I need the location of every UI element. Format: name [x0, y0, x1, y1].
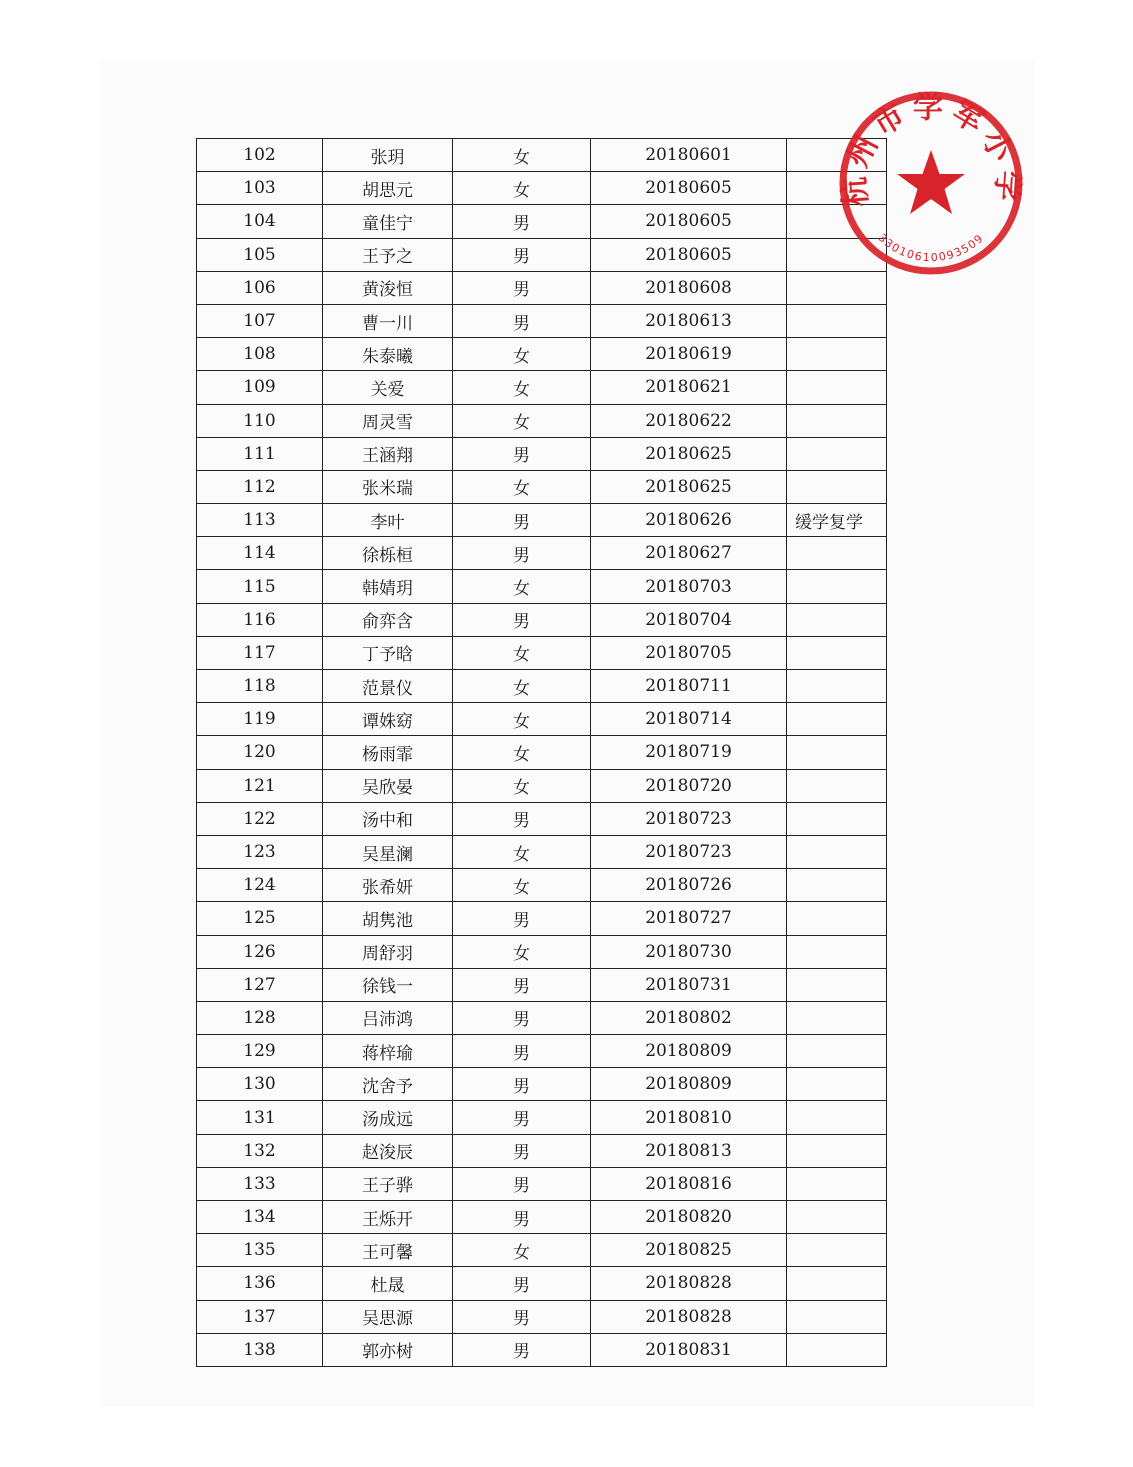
table-row	[197, 968, 887, 1001]
student-roster-table	[196, 138, 887, 1367]
student-id-cell: 20180622	[591, 404, 787, 437]
gender-cell: 女	[453, 404, 591, 437]
name-cell: 吴思源	[323, 1300, 453, 1333]
row-number-cell: 109	[197, 371, 323, 404]
remark-cell	[787, 470, 887, 503]
row-number-cell: 113	[197, 504, 323, 537]
remark-cell: 缓学复学	[787, 504, 887, 537]
gender-cell: 男	[453, 238, 591, 271]
remark-cell	[787, 1101, 887, 1134]
row-number-cell: 128	[197, 1001, 323, 1034]
student-id-cell: 20180605	[591, 205, 787, 238]
name-cell: 韩婧玥	[323, 570, 453, 603]
row-number-cell: 107	[197, 304, 323, 337]
gender-cell: 男	[453, 1001, 591, 1034]
gender-cell: 女	[453, 869, 591, 902]
row-number-cell: 117	[197, 636, 323, 669]
name-cell: 徐钱一	[323, 968, 453, 1001]
remark-cell	[787, 338, 887, 371]
gender-cell: 女	[453, 570, 591, 603]
remark-cell	[787, 304, 887, 337]
row-number-cell: 120	[197, 736, 323, 769]
remark-cell	[787, 603, 887, 636]
gender-cell: 女	[453, 935, 591, 968]
remark-cell	[787, 670, 887, 703]
gender-cell: 女	[453, 1234, 591, 1267]
name-cell: 沈舍予	[323, 1068, 453, 1101]
name-cell: 王可馨	[323, 1234, 453, 1267]
remark-cell	[787, 802, 887, 835]
student-id-cell: 20180714	[591, 703, 787, 736]
table-row	[197, 271, 887, 304]
name-cell: 吴星澜	[323, 835, 453, 868]
name-cell: 王子骅	[323, 1167, 453, 1200]
table-row	[197, 935, 887, 968]
gender-cell: 女	[453, 470, 591, 503]
row-number-cell: 133	[197, 1167, 323, 1200]
student-id-cell: 20180621	[591, 371, 787, 404]
table-row	[197, 172, 887, 205]
gender-cell: 男	[453, 1134, 591, 1167]
row-number-cell: 103	[197, 172, 323, 205]
row-number-cell: 124	[197, 869, 323, 902]
student-id-cell: 20180813	[591, 1134, 787, 1167]
table-row	[197, 1333, 887, 1366]
student-id-cell: 20180816	[591, 1167, 787, 1200]
row-number-cell: 115	[197, 570, 323, 603]
remark-cell	[787, 902, 887, 935]
student-id-cell: 20180723	[591, 835, 787, 868]
row-number-cell: 135	[197, 1234, 323, 1267]
student-id-cell: 20180619	[591, 338, 787, 371]
table-row	[197, 670, 887, 703]
remark-cell	[787, 404, 887, 437]
student-id-cell: 20180726	[591, 869, 787, 902]
student-id-cell: 20180820	[591, 1201, 787, 1234]
gender-cell: 男	[453, 504, 591, 537]
gender-cell: 女	[453, 172, 591, 205]
table-row	[197, 802, 887, 835]
row-number-cell: 137	[197, 1300, 323, 1333]
remark-cell	[787, 869, 887, 902]
remark-cell	[787, 1001, 887, 1034]
row-number-cell: 132	[197, 1134, 323, 1167]
name-cell: 汤中和	[323, 802, 453, 835]
remark-cell	[787, 769, 887, 802]
table-row	[197, 869, 887, 902]
name-cell: 丁予晗	[323, 636, 453, 669]
gender-cell: 女	[453, 769, 591, 802]
row-number-cell: 105	[197, 238, 323, 271]
row-number-cell: 131	[197, 1101, 323, 1134]
gender-cell: 男	[453, 1035, 591, 1068]
student-id-cell: 20180731	[591, 968, 787, 1001]
gender-cell: 男	[453, 902, 591, 935]
gender-cell: 男	[453, 1101, 591, 1134]
student-id-cell: 20180703	[591, 570, 787, 603]
table-row	[197, 238, 887, 271]
table-row	[197, 470, 887, 503]
table-row	[197, 338, 887, 371]
name-cell: 关爱	[323, 371, 453, 404]
row-number-cell: 134	[197, 1201, 323, 1234]
remark-cell	[787, 1201, 887, 1234]
gender-cell: 女	[453, 636, 591, 669]
row-number-cell: 106	[197, 271, 323, 304]
gender-cell: 男	[453, 802, 591, 835]
student-id-cell: 20180705	[591, 636, 787, 669]
student-id-cell: 20180601	[591, 139, 787, 172]
remark-cell	[787, 1333, 887, 1366]
remark-cell	[787, 636, 887, 669]
student-id-cell: 20180828	[591, 1267, 787, 1300]
row-number-cell: 130	[197, 1068, 323, 1101]
seal-text: 杭州市学军小学	[836, 90, 1026, 208]
student-id-cell: 20180626	[591, 504, 787, 537]
remark-cell	[787, 736, 887, 769]
name-cell: 周舒羽	[323, 935, 453, 968]
name-cell: 郭亦树	[323, 1333, 453, 1366]
student-id-cell: 20180727	[591, 902, 787, 935]
row-number-cell: 111	[197, 437, 323, 470]
name-cell: 童佳宁	[323, 205, 453, 238]
gender-cell: 男	[453, 1267, 591, 1300]
gender-cell: 男	[453, 968, 591, 1001]
table-row	[197, 736, 887, 769]
table-row	[197, 504, 887, 537]
gender-cell: 男	[453, 437, 591, 470]
gender-cell: 男	[453, 603, 591, 636]
student-id-cell: 20180719	[591, 736, 787, 769]
table-row	[197, 205, 887, 238]
name-cell: 张希妍	[323, 869, 453, 902]
table-row	[197, 304, 887, 337]
name-cell: 胡思元	[323, 172, 453, 205]
seal-code: 3301061009350​9	[875, 231, 987, 265]
remark-cell	[787, 371, 887, 404]
remark-cell	[787, 1167, 887, 1200]
gender-cell: 女	[453, 338, 591, 371]
table-row	[197, 769, 887, 802]
table-row	[197, 703, 887, 736]
school-seal-stamp	[836, 88, 1026, 278]
row-number-cell: 110	[197, 404, 323, 437]
student-id-cell: 20180720	[591, 769, 787, 802]
gender-cell: 女	[453, 835, 591, 868]
gender-cell: 男	[453, 304, 591, 337]
student-id-cell: 20180730	[591, 935, 787, 968]
student-id-cell: 20180809	[591, 1035, 787, 1068]
remark-cell	[787, 935, 887, 968]
remark-cell	[787, 570, 887, 603]
student-id-cell: 20180828	[591, 1300, 787, 1333]
name-cell: 吕沛鸿	[323, 1001, 453, 1034]
row-number-cell: 114	[197, 537, 323, 570]
student-id-cell: 20180605	[591, 238, 787, 271]
name-cell: 朱泰曦	[323, 338, 453, 371]
row-number-cell: 126	[197, 935, 323, 968]
student-id-cell: 20180625	[591, 437, 787, 470]
table-row	[197, 1201, 887, 1234]
name-cell: 汤成远	[323, 1101, 453, 1134]
student-id-cell: 20180809	[591, 1068, 787, 1101]
row-number-cell: 104	[197, 205, 323, 238]
table-row	[197, 1035, 887, 1068]
name-cell: 张米瑞	[323, 470, 453, 503]
row-number-cell: 121	[197, 769, 323, 802]
gender-cell: 男	[453, 1167, 591, 1200]
student-id-cell: 20180625	[591, 470, 787, 503]
name-cell: 李叶	[323, 504, 453, 537]
table-row	[197, 1300, 887, 1333]
gender-cell: 女	[453, 670, 591, 703]
table-row	[197, 636, 887, 669]
roster-body	[197, 139, 887, 1367]
row-number-cell: 136	[197, 1267, 323, 1300]
name-cell: 王涵翔	[323, 437, 453, 470]
student-id-cell: 20180605	[591, 172, 787, 205]
gender-cell: 女	[453, 703, 591, 736]
row-number-cell: 123	[197, 835, 323, 868]
row-number-cell: 127	[197, 968, 323, 1001]
row-number-cell: 112	[197, 470, 323, 503]
remark-cell	[787, 1068, 887, 1101]
name-cell: 吴欣晏	[323, 769, 453, 802]
name-cell: 范景仪	[323, 670, 453, 703]
seal-star-icon	[897, 150, 965, 214]
row-number-cell: 118	[197, 670, 323, 703]
remark-cell	[787, 1035, 887, 1068]
gender-cell: 男	[453, 205, 591, 238]
gender-cell: 男	[453, 271, 591, 304]
table-row	[197, 1101, 887, 1134]
student-id-cell: 20180627	[591, 537, 787, 570]
row-number-cell: 138	[197, 1333, 323, 1366]
gender-cell: 男	[453, 1300, 591, 1333]
student-id-cell: 20180723	[591, 802, 787, 835]
name-cell: 周灵雪	[323, 404, 453, 437]
table-row	[197, 371, 887, 404]
remark-cell	[787, 1134, 887, 1167]
remark-cell	[787, 537, 887, 570]
name-cell: 张玥	[323, 139, 453, 172]
row-number-cell: 108	[197, 338, 323, 371]
remark-cell	[787, 703, 887, 736]
table-row	[197, 902, 887, 935]
row-number-cell: 125	[197, 902, 323, 935]
name-cell: 赵浚辰	[323, 1134, 453, 1167]
table-row	[197, 603, 887, 636]
gender-cell: 男	[453, 537, 591, 570]
row-number-cell: 102	[197, 139, 323, 172]
gender-cell: 女	[453, 139, 591, 172]
student-id-cell: 20180704	[591, 603, 787, 636]
name-cell: 俞弈含	[323, 603, 453, 636]
name-cell: 曹一川	[323, 304, 453, 337]
table-row	[197, 437, 887, 470]
table-row	[197, 537, 887, 570]
remark-cell	[787, 968, 887, 1001]
table-row	[197, 1068, 887, 1101]
remark-cell	[787, 1300, 887, 1333]
gender-cell: 男	[453, 1333, 591, 1366]
name-cell: 蒋梓瑜	[323, 1035, 453, 1068]
student-id-cell: 20180613	[591, 304, 787, 337]
student-id-cell: 20180825	[591, 1234, 787, 1267]
gender-cell: 女	[453, 371, 591, 404]
student-id-cell: 20180810	[591, 1101, 787, 1134]
gender-cell: 男	[453, 1201, 591, 1234]
remark-cell	[787, 437, 887, 470]
name-cell: 黄浚恒	[323, 271, 453, 304]
row-number-cell: 122	[197, 802, 323, 835]
gender-cell: 男	[453, 1068, 591, 1101]
name-cell: 徐栎桓	[323, 537, 453, 570]
row-number-cell: 129	[197, 1035, 323, 1068]
student-id-cell: 20180711	[591, 670, 787, 703]
name-cell: 王予之	[323, 238, 453, 271]
table-row	[197, 570, 887, 603]
table-row	[197, 1234, 887, 1267]
name-cell: 杜晟	[323, 1267, 453, 1300]
student-id-cell: 20180831	[591, 1333, 787, 1366]
remark-cell	[787, 1267, 887, 1300]
table-row	[197, 1001, 887, 1034]
name-cell: 杨雨霏	[323, 736, 453, 769]
row-number-cell: 116	[197, 603, 323, 636]
student-id-cell: 20180608	[591, 271, 787, 304]
gender-cell: 女	[453, 736, 591, 769]
table-row	[197, 139, 887, 172]
table-row	[197, 1267, 887, 1300]
student-id-cell: 20180802	[591, 1001, 787, 1034]
table-row	[197, 1167, 887, 1200]
table-row	[197, 404, 887, 437]
table-row	[197, 835, 887, 868]
name-cell: 王烁开	[323, 1201, 453, 1234]
name-cell: 谭姝窈	[323, 703, 453, 736]
name-cell: 胡隽池	[323, 902, 453, 935]
table-row	[197, 1134, 887, 1167]
row-number-cell: 119	[197, 703, 323, 736]
remark-cell	[787, 1234, 887, 1267]
remark-cell	[787, 835, 887, 868]
